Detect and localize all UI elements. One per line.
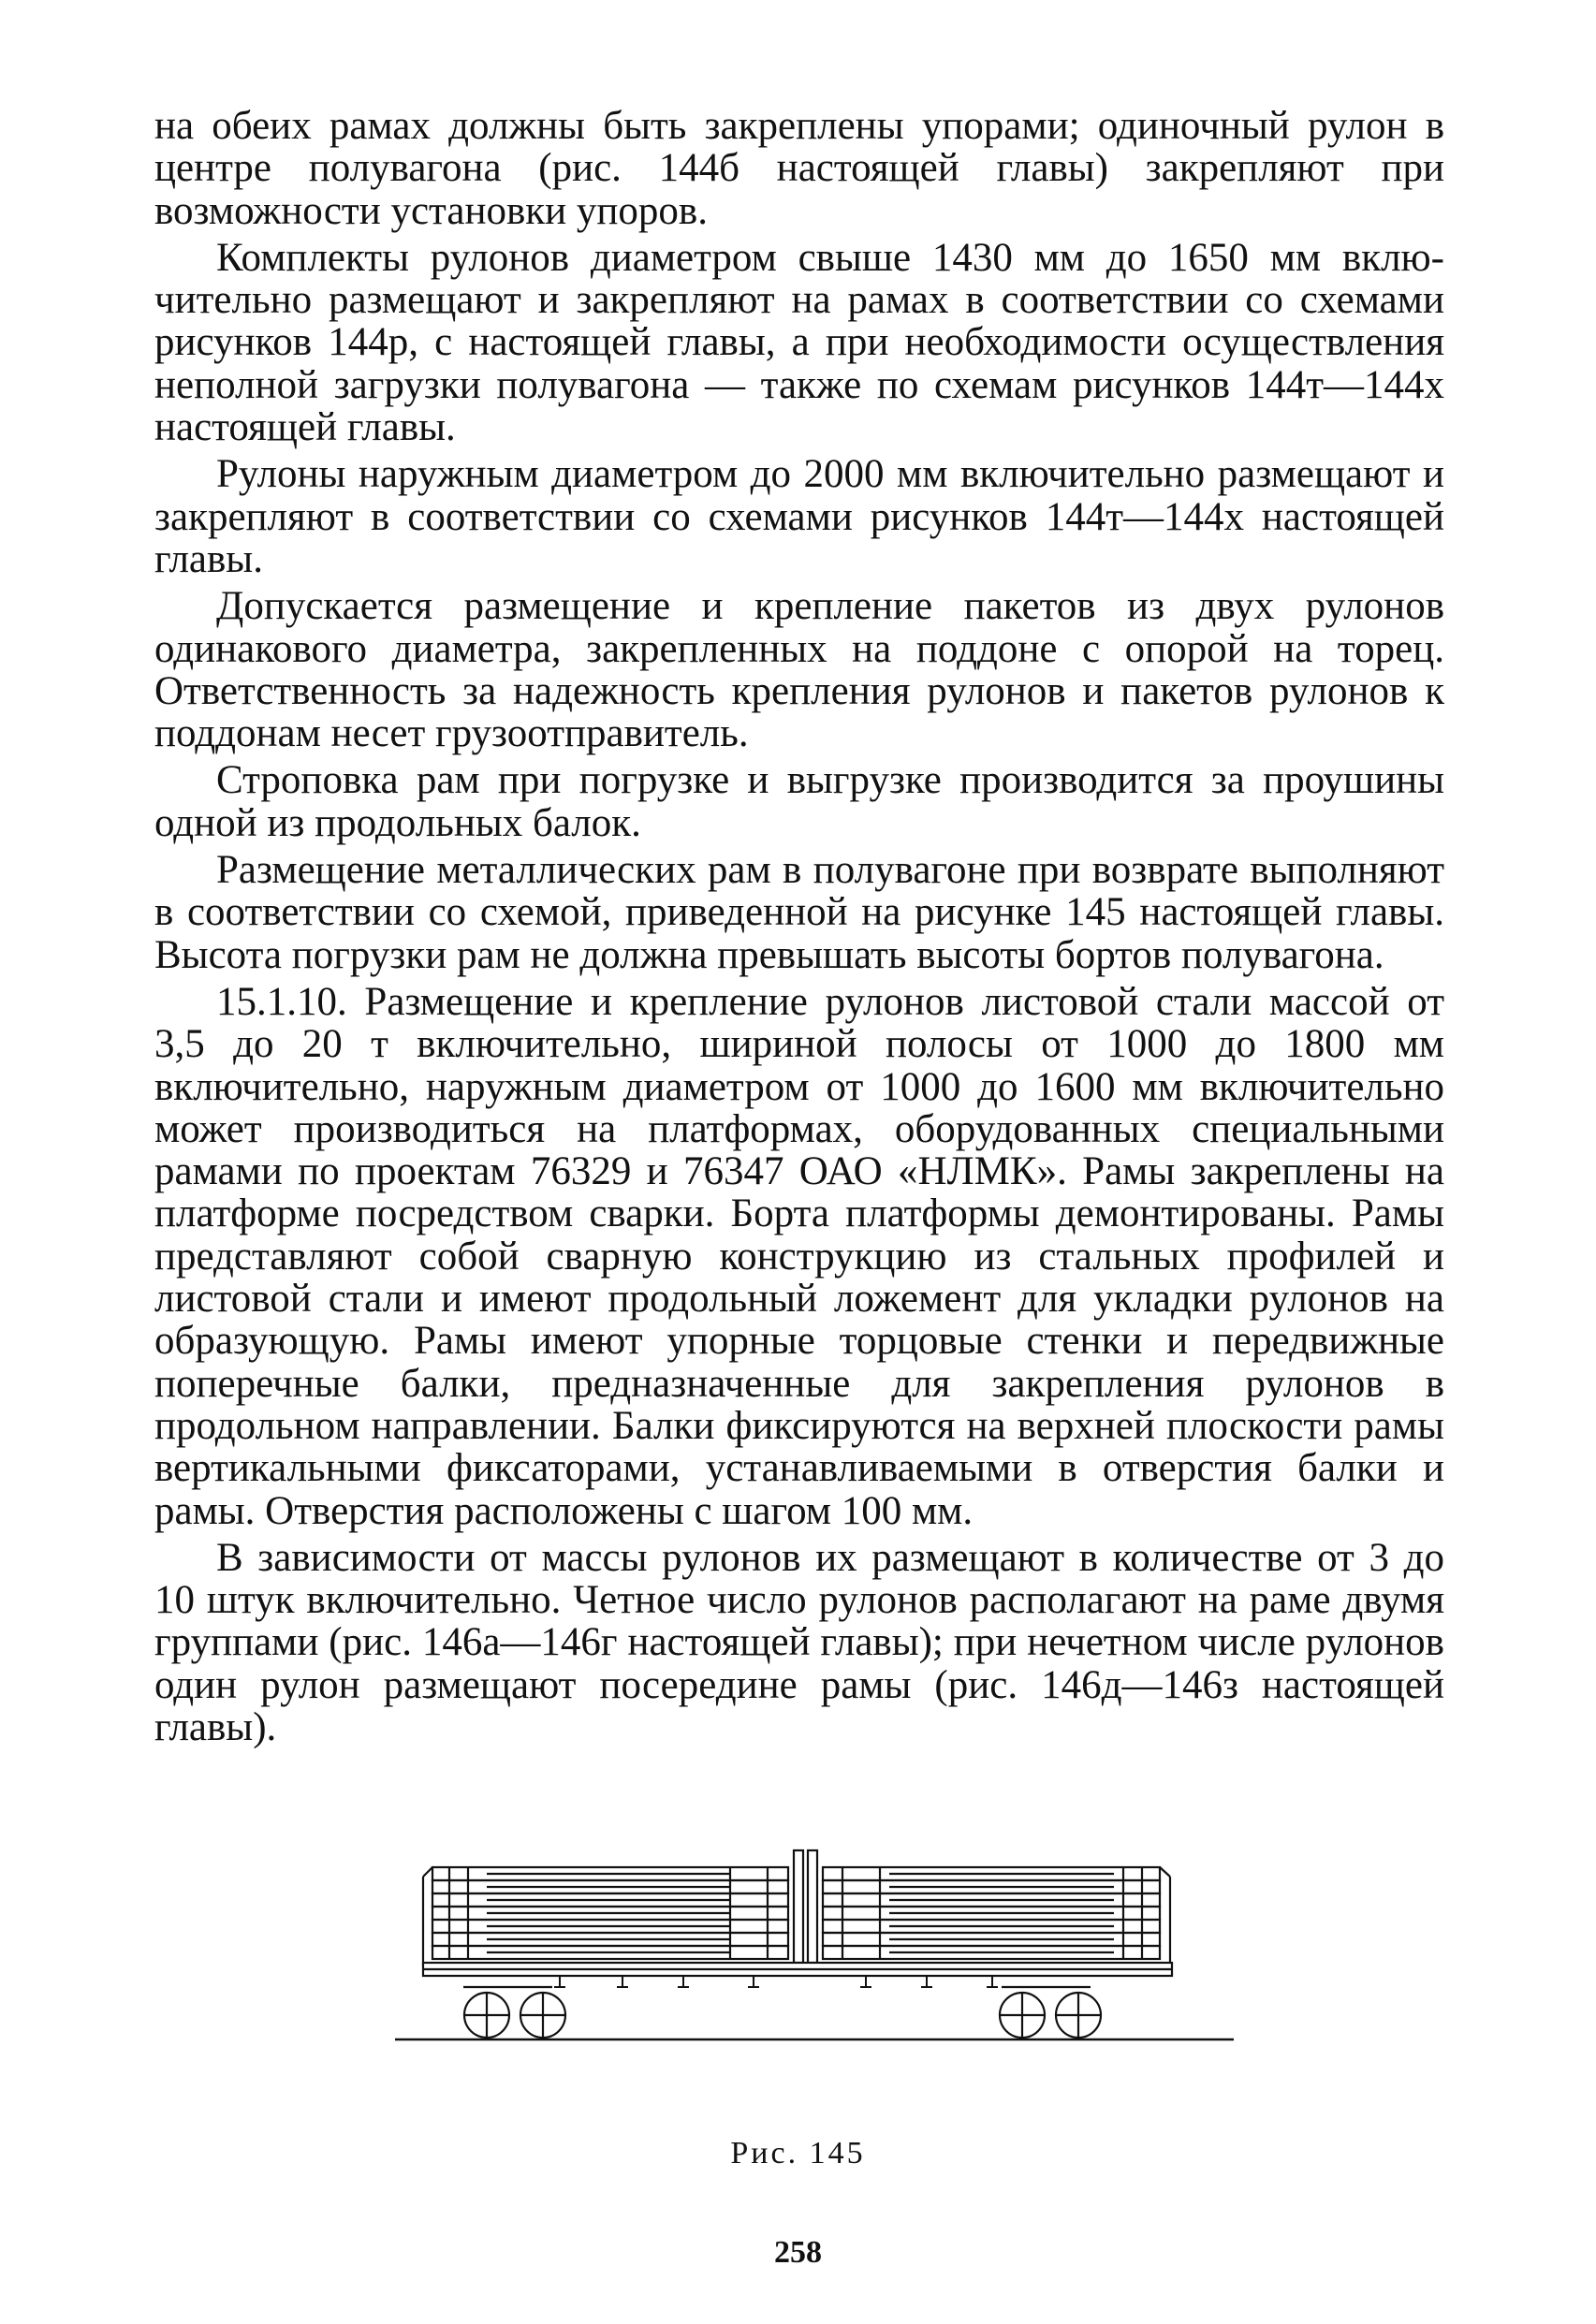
gondola-car-with-stacked-frames-drawing [393, 1849, 1236, 2097]
wheel-set [464, 1993, 1101, 2038]
left-frame-stack [432, 1867, 788, 1959]
paragraph-outer-diameter: Рулоны наружным диаметром до 2000 мм включительно размещают и закрепляют в соответствии со схемами рисунков 144т—144х настоящей главы. [154, 452, 1444, 581]
paragraph-frame-return: Размещение металлических рам в полувагоне при возврате выполняют в соответствии со схемой, приведенной на рисунке 145 настоящей главы. Высота погрузки рам не должна превышать высоты бортов полувагона. [154, 848, 1444, 977]
paragraph-continuation: на обеих рамах должны быть закреплены упорами; одиночный рулон в центре полувагона (рис. 144б настоящей главы) закрепляют при возможности установки упоров. [154, 104, 1444, 233]
figure-145-drawing [393, 1849, 1236, 2097]
page-number: 258 [774, 2235, 822, 2270]
right-frame-stack [823, 1867, 1160, 1959]
paragraph-coil-sets: Комплекты рулонов диаметром свыше 1430 мм до 1650 мм включительно размещают и закрепляют на рамах в соответствии со схемами рисунков 144р, с настоящей главы, а при необходимости осуществления неполной загрузки полувагона — также по схемам рисунков 144т—144х настоящей главы. [154, 235, 1444, 450]
figure-caption: Рис. 145 [730, 2136, 866, 2171]
paragraph-slinging: Строповка рам при погрузке и выгрузке производится за проушины одной из продольных балок. [154, 758, 1444, 845]
paragraph-coil-count: В зависимости от массы рулонов их размещают в количестве от 3 до 10 штук включительно. Четное число рулонов располагают на раме двумя группами (рис. 146а—146г настоящей главы); при нечетном числе рулонов один рулон размещают посередине рамы (рис. 146д—146з настоящей главы). [154, 1535, 1444, 1749]
paragraph-pallet-packs: Допускается размещение и крепление пакетов из двух рулонов одинакового диаметра, закрепленных на поддоне с опорой на торец. Ответственность за надежность крепления рулонов и пакетов рулонов к поддонам несет грузоотправитель. [154, 584, 1444, 756]
paragraph-section-15-1-10: 15.1.10. Размещение и крепление рулонов листовой стали массой от 3,5 до 20 т включительно, шириной полосы от 1000 до 1800 мм включительно, наружным диаметром от 1000 до 1600 мм включительно может производиться на платформах, оборудованных специальными рамами по проектам 76329 и 76347 ОАО «НЛМК». Рамы закреплены на платформе посредством сварки. Борта платформы демонтированы. Рамы представляют собой сварную конструкцию из стальных профилей и листовой стали и имеют продольный ложемент для укладки рулонов на образующую. Рамы имеют упорные торцовые стенки и передвижные поперечные балки, предназначенные для закрепления рулонов в продольном направлении. Балки фиксируются на верхней плоскости рамы вертикальными фиксаторами, устанавливаемыми в отверстия балки и рамы. Отверстия расположены с шагом 100 мм. [154, 979, 1444, 1533]
body-text [154, 105, 1444, 1753]
